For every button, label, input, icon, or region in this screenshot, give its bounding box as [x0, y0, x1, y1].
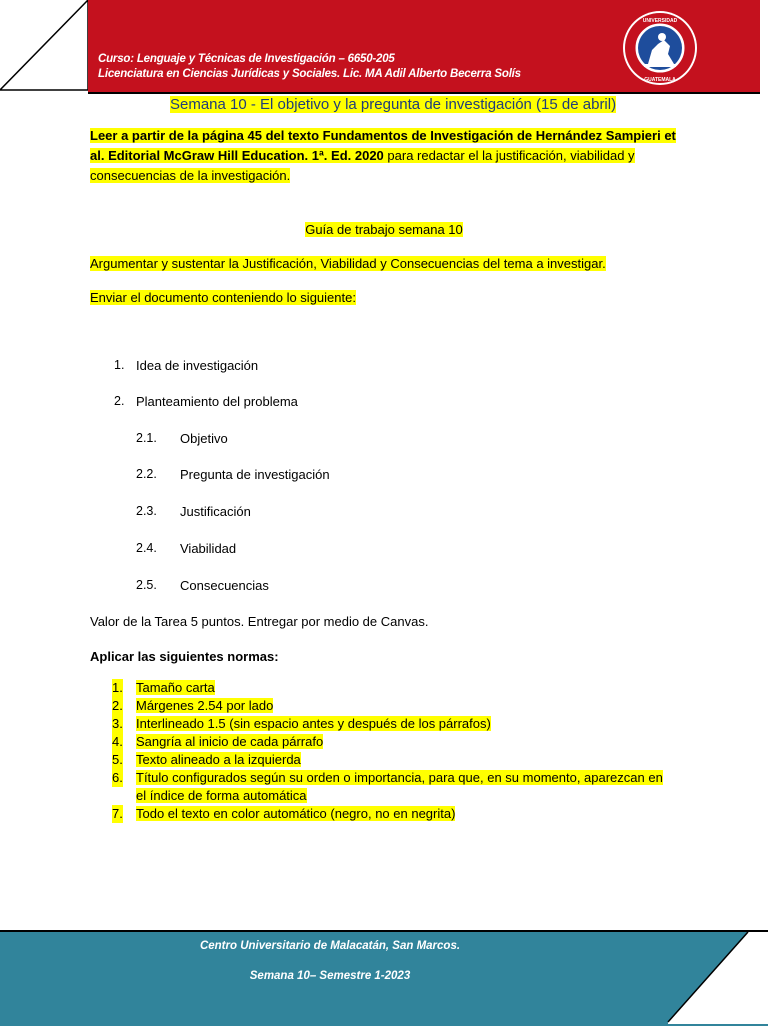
norms-list [112, 679, 672, 823]
footer-semester: Semana 10– Semestre 1-2023 [249, 970, 411, 982]
reading-reference: Leer a partir de la página 45 del texto Fundamentos de Investigación de Hernández Sampieri et al. Editorial McGraw Hill Education. 1ª. Ed. 2020 [90, 128, 676, 163]
norm-item: 7. Todo el texto en color automático (negro, no en negrita) [112, 806, 456, 821]
norm-item: 6. Título configurados según su orden o importancia, para que, en su momento, aparezcan en el índice de forma automática [112, 770, 663, 803]
week-title: Semana 10 - El objetivo y la pregunta de investigación (15 de abril) [170, 96, 617, 113]
svg-text:UNIVERSIDAD: UNIVERSIDAD [642, 18, 678, 24]
norm-item: 4. Sangría al inicio de cada párrafo [112, 734, 324, 749]
footer-campus: Centro Universitario de Malacatán, San Marcos. [199, 940, 461, 952]
header-corner-triangle [0, 0, 90, 94]
guide-title: Guía de trabajo semana 10 [305, 222, 463, 237]
footer-banner [0, 930, 768, 1026]
assignment-value: Valor de la Tarea 5 puntos. Entregar por medio de Canvas. [90, 614, 429, 629]
university-seal-logo [622, 10, 698, 86]
header-text [98, 52, 521, 82]
norm-item: 1. Tamaño carta [112, 680, 215, 695]
norm-item: 2. Márgenes 2.54 por lado [112, 698, 274, 713]
norms-title: Aplicar las siguientes normas: [90, 649, 279, 664]
norm-item: 3. Interlineado 1.5 (sin espacio antes y después de los párrafos) [112, 716, 491, 731]
course-line: Curso: Lenguaje y Técnicas de Investigación – 6650-205 [98, 53, 395, 65]
norm-item: 5. Texto alineado a la izquierda [112, 752, 301, 767]
footer-corner-triangle [660, 930, 768, 1024]
degree-line: Licenciatura en Ciencias Jurídicas y Sociales. Lic. MA Adil Alberto Becerra Solís [98, 68, 521, 80]
submission-instruction: Enviar el documento conteniendo lo siguiente: [90, 290, 356, 305]
reading-instructions [90, 126, 680, 186]
assignment-description: Argumentar y sustentar la Justificación, Viabilidad y Consecuencias del tema a investigar. [90, 256, 606, 271]
reading-purpose: para redactar el la justificación, viabilidad y consecuencias de la investigación. [90, 148, 635, 183]
svg-text:GUATEMALA: GUATEMALA [644, 77, 676, 83]
